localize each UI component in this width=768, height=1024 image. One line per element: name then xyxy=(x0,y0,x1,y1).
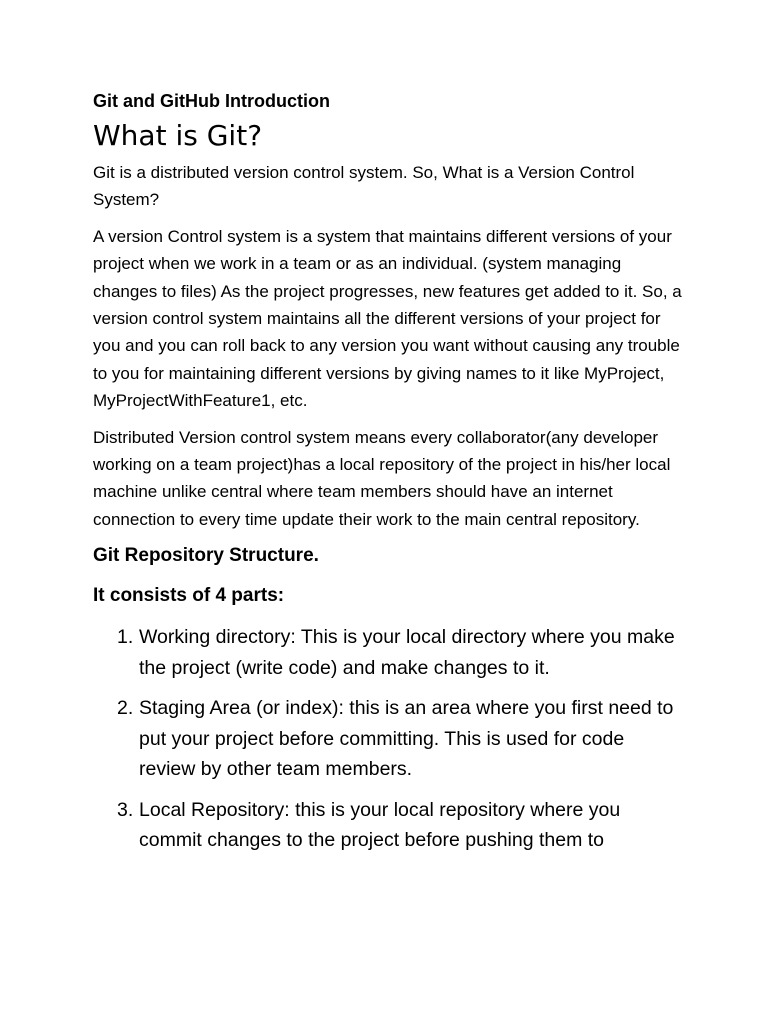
vcs-paragraph: A version Control system is a system that maintains different versions of your project when we work in a team or as an individual. (system managing changes to files) As the project progresses, new features get added to it. So, a version control system maintains all the different versions of your project for you and you can roll back to any version you want without causing any trouble to you for maintaining different versions by giving names to it like MyProject, MyProjectWithFeature1, etc. xyxy=(93,226,682,411)
list-item-number: 2. xyxy=(117,697,134,720)
list-item xyxy=(93,795,683,856)
list-item-number: 3. xyxy=(117,798,134,821)
list-item-text: Working directory: This is your local directory where you make the project (write code) and make changes to it. xyxy=(139,626,675,679)
list-item xyxy=(93,622,683,683)
heading-what-is-git: What is Git? xyxy=(93,119,263,152)
repository-structure-heading: Git Repository Structure. xyxy=(93,545,319,567)
document-title: Git and GitHub Introduction xyxy=(93,91,330,111)
parts-heading: It consists of 4 parts: xyxy=(93,585,285,607)
list-item-text: Staging Area (or index): this is an area where you first need to put your project before committing. This is used for code review by other team members. xyxy=(139,697,674,781)
parts-list xyxy=(93,622,683,856)
intro-paragraph: Git is a distributed version control system. So, What is a Version Control System? xyxy=(93,163,635,210)
list-item-number: 1. xyxy=(117,626,134,649)
list-item-text: Local Repository: this is your local repository where you commit changes to the project before pushing them to xyxy=(139,798,621,852)
list-item xyxy=(93,693,683,785)
distributed-vcs-paragraph: Distributed Version control system means every collaborator(any developer working on a team project)has a local repository of the project in his/her local machine unlike central where team members should have an internet connection to every time update their work to the main central repository. xyxy=(93,427,671,529)
document-page xyxy=(93,89,683,866)
